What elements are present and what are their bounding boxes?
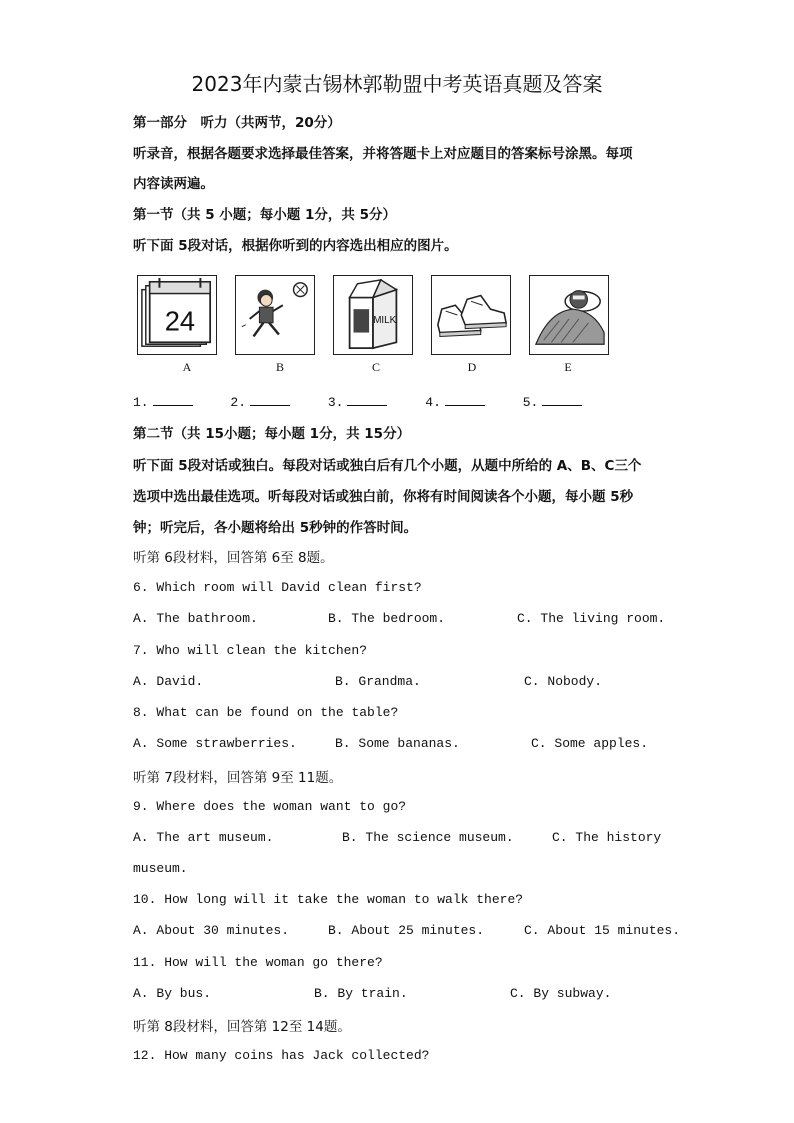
question-8: 8. What can be found on the table? bbox=[133, 705, 399, 720]
q11-option-c[interactable]: C. By subway. bbox=[510, 986, 612, 1001]
q11-option-a[interactable]: A. By bus. bbox=[133, 986, 212, 1001]
question-11: 11. How will the woman go there? bbox=[133, 955, 383, 970]
q6-option-b[interactable]: B. The bedroom. bbox=[328, 611, 446, 626]
q9-option-c[interactable]: C. The history bbox=[552, 830, 662, 845]
calendar-number: 24 bbox=[164, 305, 196, 337]
picture-label-e: E bbox=[564, 360, 572, 374]
page-title: 2023年内蒙古锡林郭勒盟中考英语真题及答案 bbox=[191, 72, 603, 96]
q7-option-b[interactable]: B. Grandma. bbox=[335, 674, 421, 689]
blank-number-2: 2. bbox=[230, 395, 247, 410]
q9-option-b[interactable]: B. The science museum. bbox=[342, 830, 514, 845]
question-12: 12. How many coins has Jack collected? bbox=[133, 1048, 430, 1063]
sick-in-bed-icon bbox=[529, 275, 609, 355]
blank-number-3: 3. bbox=[327, 395, 344, 410]
question-9: 9. Where does the woman want to go? bbox=[133, 799, 407, 814]
q6-option-a[interactable]: A. The bathroom. bbox=[133, 611, 258, 626]
picture-label-d: D bbox=[467, 360, 477, 374]
q8-option-b[interactable]: B. Some bananas. bbox=[335, 736, 460, 751]
part1-instructions-line1: 听录音，根据各题要求选择最佳答案，并将答题卡上对应题目的答案标号涂黑。每项 bbox=[133, 146, 633, 162]
q9-option-a[interactable]: A. The art museum. bbox=[133, 830, 274, 845]
part1-heading: 第一部分 听力（共两节，20分） bbox=[133, 115, 341, 131]
milk-label: MILK bbox=[373, 314, 397, 326]
q11-option-b[interactable]: B. By train. bbox=[314, 986, 408, 1001]
answer-blank-5[interactable] bbox=[542, 393, 582, 406]
picture-label-c: C bbox=[371, 360, 380, 374]
q8-option-a[interactable]: A. Some strawberries. bbox=[133, 736, 297, 751]
picture-label-b: B bbox=[275, 360, 284, 374]
part1-instructions-line2: 内容读两遍。 bbox=[133, 176, 214, 192]
q10-option-a[interactable]: A. About 30 minutes. bbox=[133, 923, 290, 938]
section1-instruction: 听下面 5段对话，根据你听到的内容选出相应的图片。 bbox=[133, 238, 458, 254]
section1-heading: 第一节（共 5 小题；每小题 1分，共 5分） bbox=[133, 207, 396, 223]
material-8-heading: 听第 8段材料，回答第 12至 14题。 bbox=[133, 1019, 351, 1035]
q10-option-c[interactable]: C. About 15 minutes. bbox=[524, 923, 681, 938]
milk-carton-icon bbox=[333, 275, 413, 355]
section2-instruction-line3: 钟；听完后，各小题将给出 5秒钟的作答时间。 bbox=[133, 520, 418, 536]
blank-number-4: 4. bbox=[425, 395, 441, 410]
boy-playing-soccer-icon bbox=[235, 275, 315, 355]
material-6-heading: 听第 6段材料，回答第 6至 8题。 bbox=[133, 550, 334, 566]
picture-label-a: A bbox=[182, 360, 192, 374]
question-10: 10. How long will it take the woman to walk there? bbox=[133, 892, 524, 907]
q8-option-c[interactable]: C. Some apples. bbox=[531, 736, 649, 751]
blank-number-1: 1. bbox=[133, 395, 149, 410]
answer-blank-4[interactable] bbox=[445, 393, 485, 406]
q7-option-a[interactable]: A. David. bbox=[133, 674, 204, 689]
answer-blank-3[interactable] bbox=[347, 393, 387, 406]
q9-option-c-continued: museum. bbox=[133, 861, 188, 876]
q7-option-c[interactable]: C. Nobody. bbox=[524, 674, 603, 689]
sneakers-icon bbox=[431, 275, 511, 355]
question-6: 6. Which room will David clean first? bbox=[133, 580, 422, 595]
question-7: 7. Who will clean the kitchen? bbox=[133, 643, 368, 658]
q10-option-b[interactable]: B. About 25 minutes. bbox=[328, 923, 485, 938]
material-7-heading: 听第 7段材料，回答第 9至 11题。 bbox=[133, 770, 343, 786]
answer-blanks bbox=[133, 393, 612, 410]
answer-blank-1[interactable] bbox=[153, 393, 193, 406]
calendar-icon bbox=[137, 275, 217, 355]
q6-option-c[interactable]: C. The living room. bbox=[517, 611, 666, 626]
section2-instruction-line2: 选项中选出最佳选项。听每段对话或独白前，你将有时间阅读各个小题，每小题 5秒 bbox=[133, 489, 634, 505]
blank-number-5: 5. bbox=[522, 395, 539, 410]
answer-blank-2[interactable] bbox=[250, 393, 290, 406]
section2-heading: 第二节（共 15小题；每小题 1分，共 15分） bbox=[133, 426, 411, 442]
section2-instruction-line1: 听下面 5段对话或独白。每段对话或独白后有几个小题，从题中所给的 A、B、C三个 bbox=[133, 458, 642, 474]
